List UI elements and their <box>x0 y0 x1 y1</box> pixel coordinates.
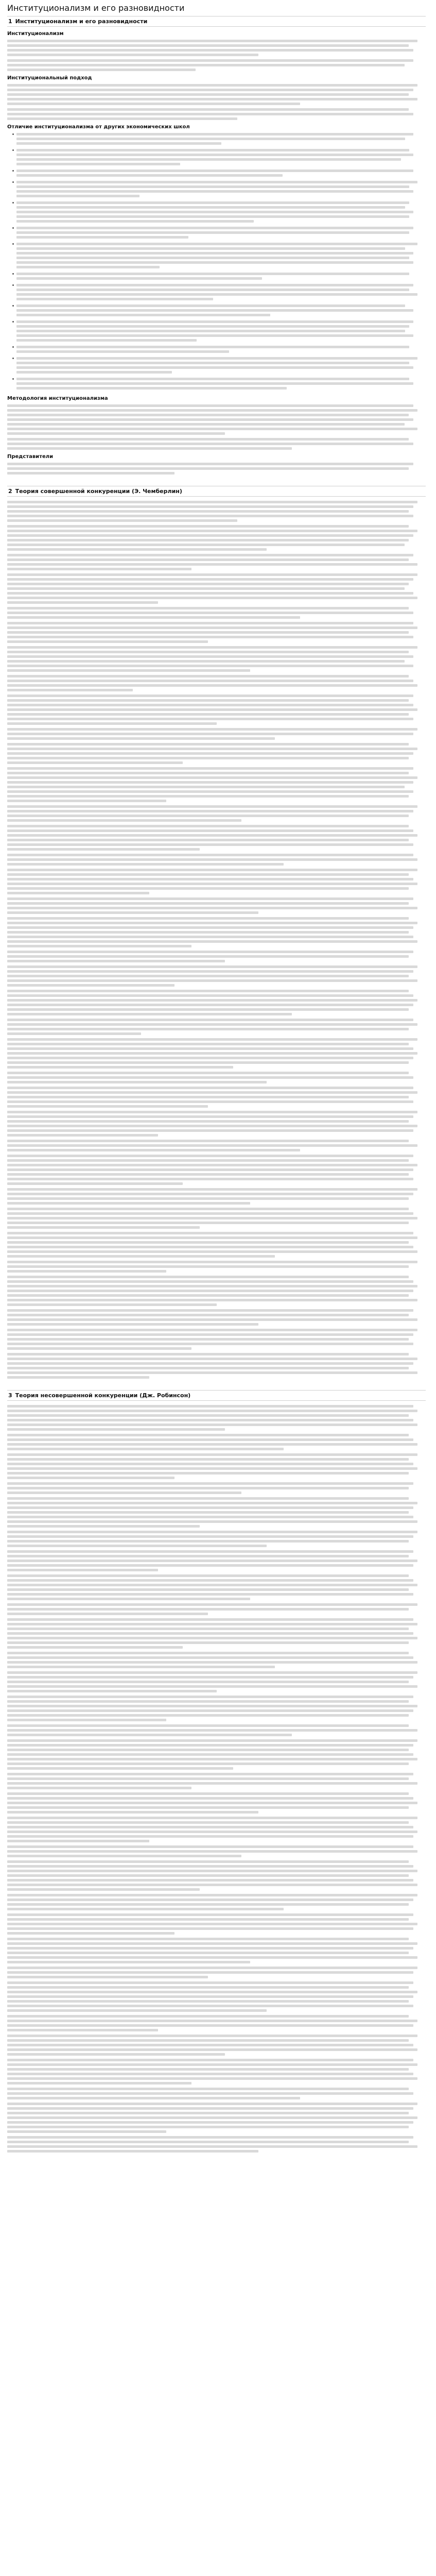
list-item <box>12 304 426 318</box>
section-number: 3 <box>8 1392 12 1399</box>
paragraph-block <box>7 675 426 691</box>
section-title: Теория несовершенной конкуренции (Дж. Робинсон) <box>15 1392 191 1399</box>
paragraph-block <box>7 1038 426 1069</box>
paragraph-block <box>7 1019 426 1035</box>
paragraph-block <box>7 1434 426 1450</box>
paragraph-block <box>7 1981 426 2012</box>
paragraph-block <box>7 1276 426 1306</box>
section-heading-1 <box>7 16 426 27</box>
section-number: 2 <box>8 488 12 495</box>
section-title: Институционализм и его разновидности <box>15 18 148 25</box>
list-item <box>12 170 426 179</box>
section-heading-3 <box>7 1390 426 1401</box>
paragraph-block <box>7 1618 426 1649</box>
list-item <box>12 357 426 376</box>
paragraph-block <box>7 1967 426 1978</box>
paragraph-block <box>7 2103 426 2133</box>
subheading: Отличие институционализма от других экономических школ <box>7 124 190 130</box>
paragraph-block <box>7 554 426 570</box>
paragraph-block <box>7 1652 426 1668</box>
paragraph-block <box>7 1261 426 1273</box>
list-item <box>12 284 426 302</box>
section-heading-2 <box>7 486 426 497</box>
paragraph-block <box>7 463 426 474</box>
paragraph-block <box>7 897 426 914</box>
paragraph-block <box>7 1817 426 1842</box>
paragraph-block <box>7 825 426 851</box>
subheading: Институционализм <box>7 31 64 37</box>
subheading: Представители <box>7 454 54 460</box>
paragraph-block <box>7 59 426 71</box>
paragraph-block <box>7 1208 426 1229</box>
paragraph-block <box>7 805 426 822</box>
paragraph-block <box>7 854 426 866</box>
paragraph-block <box>7 40 426 56</box>
paragraph-block <box>7 951 426 962</box>
paragraph-block <box>7 1140 426 1151</box>
paragraph-block <box>7 622 426 643</box>
paragraph-block <box>7 990 426 1015</box>
section-number: 1 <box>8 18 12 25</box>
paragraph-block <box>7 501 426 522</box>
paragraph-block <box>7 1497 426 1528</box>
paragraph-block <box>7 438 426 450</box>
paragraph-block <box>7 2035 426 2056</box>
paragraph-block <box>7 573 426 604</box>
list-item <box>12 181 426 199</box>
paragraph-block <box>7 1232 426 1258</box>
paragraph-block <box>7 84 426 105</box>
paragraph-block <box>7 869 426 894</box>
paragraph-block <box>7 965 426 987</box>
paragraph-block <box>7 1188 426 1205</box>
paragraph-block <box>7 1155 426 1185</box>
paragraph-block <box>7 646 426 672</box>
paragraph-block <box>7 1550 426 1571</box>
paragraph-block <box>7 728 426 740</box>
paragraph-block <box>7 404 426 435</box>
paragraph-block <box>7 607 426 619</box>
paragraph-block <box>7 1482 426 1494</box>
list-item <box>12 378 426 392</box>
paragraph-block <box>7 767 426 802</box>
paragraph-block <box>7 1894 426 1910</box>
paragraph-block <box>7 1353 426 1379</box>
paragraph-block <box>7 694 426 725</box>
paragraph-block <box>7 1938 426 1963</box>
paragraph-block <box>7 2015 426 2031</box>
paragraph-block <box>7 2088 426 2099</box>
list-item <box>12 133 426 147</box>
paragraph-block <box>7 1453 426 1479</box>
paragraph-block <box>7 1574 426 1600</box>
paragraph-block <box>7 1087 426 1108</box>
subheading: Институциональный подход <box>7 75 92 81</box>
paragraph-block <box>7 1913 426 1935</box>
paragraph-block <box>7 1860 426 1891</box>
paragraph-block <box>7 917 426 947</box>
paragraph-block <box>7 1072 426 1083</box>
list-item <box>12 149 426 167</box>
bullet-list <box>7 133 426 392</box>
paragraph-block <box>7 1309 426 1326</box>
paragraph-block <box>7 1696 426 1721</box>
paragraph-block <box>7 1405 426 1431</box>
paragraph-block <box>7 525 426 551</box>
paragraph-block <box>7 1111 426 1137</box>
paragraph-block <box>7 1773 426 1789</box>
paragraph-block <box>7 1792 426 1814</box>
list-item <box>12 346 426 355</box>
paragraph-block <box>7 1671 426 1692</box>
list-item <box>12 320 426 344</box>
paragraph-block <box>7 1845 426 1857</box>
paragraph-block <box>7 1603 426 1615</box>
paragraph-block <box>7 743 426 764</box>
paragraph-block <box>7 1739 426 1770</box>
page-title: Институционализм и его разновидности <box>7 3 185 13</box>
list-item <box>12 201 426 225</box>
paragraph-block <box>7 1329 426 1350</box>
list-item <box>12 273 426 282</box>
section-title: Теория совершенной конкуренции (Э. Чемберлин) <box>15 488 182 495</box>
subheading: Методология институционализма <box>7 396 108 401</box>
paragraph-block <box>7 2136 426 2153</box>
paragraph-block <box>7 2059 426 2084</box>
paragraph-block <box>7 1724 426 1736</box>
paragraph-block <box>7 1531 426 1547</box>
list-item <box>12 243 426 270</box>
list-item <box>12 227 426 241</box>
paragraph-block <box>7 108 426 120</box>
